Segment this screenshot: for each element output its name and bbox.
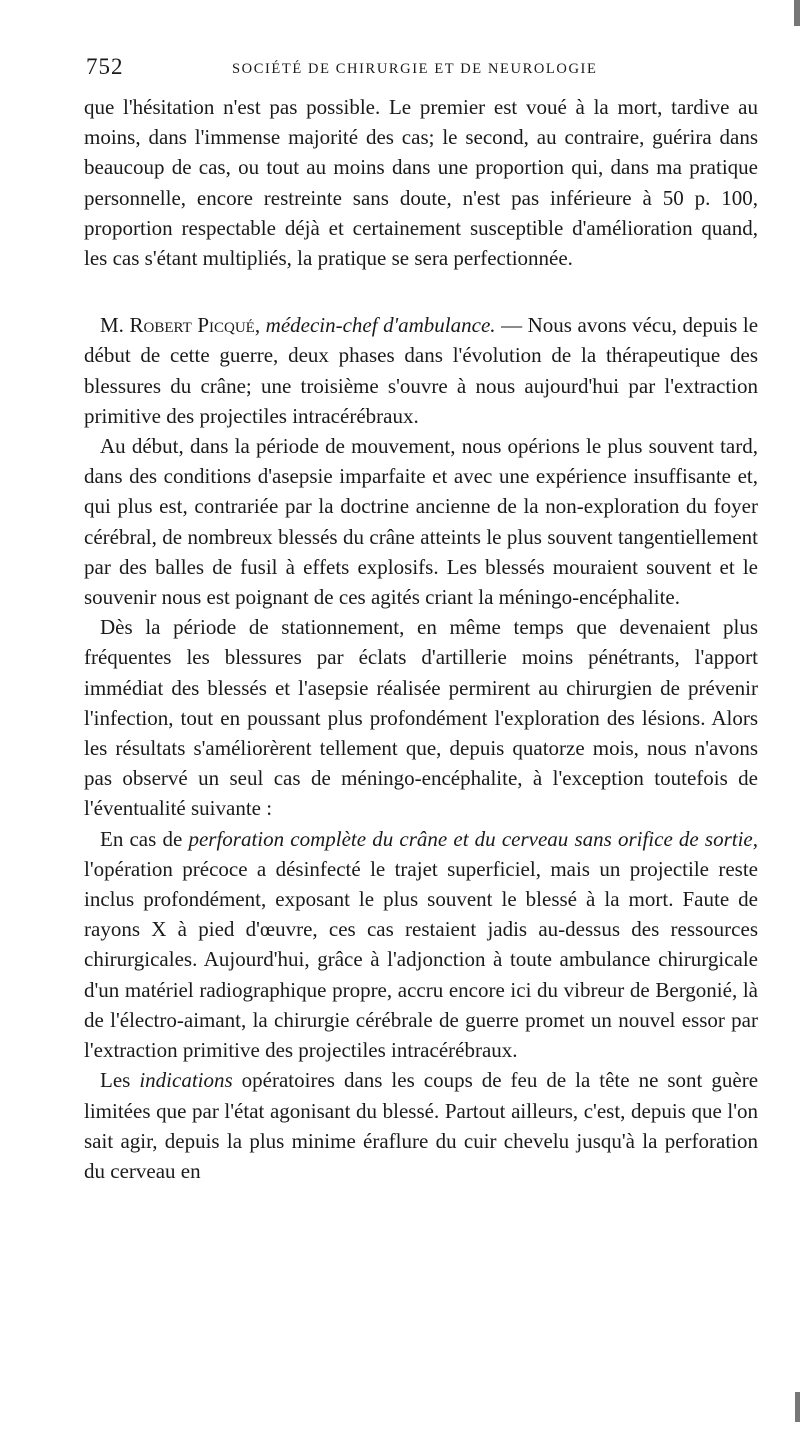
paragraph-picque-text: — Nous avons vécu, depuis le début de cette guerre, deux phases dans l'évolution de la thérapeutique des blessures du crâne; une troisième s'ouvre à nous aujourd'hui par l'extraction primitive des projectiles intracérébraux. (84, 313, 759, 428)
paragraph-continuation: que l'hésitation n'est pas possible. Le premier est voué à la mort, tardive au moins, dans l'immense majorité des cas; le second, au contraire, guérira dans beaucoup de cas, ou tout au moins dans une proportion qui, dans ma pratique personnelle, encore restreinte sans doute, n'est pas inférieure à 50 p. 100, proportion respectable déjà et certainement susceptible d'amélioration quand, les cas s'étant multipliés, la pratique se sera perfectionnée. (84, 95, 758, 271)
perforation-text: l'opération précoce a désinfecté le trajet superficiel, mais un projectile reste inclus profondément, exposant le plus souvent le blessé à la mort. Faute de rayons X à pied d'œuvre, ces cas restaient jadis au-dessus des ressources chirurgicales. Aujourd'hui, grâce à l'adjonction à toute ambulance chirurgicale d'un matériel radiographique propre, accru encore ici du vibreur de Bergonié, là de l'électro-aimant, la chirurgie cérébrale de guerre promet un nouvel essor par l'extraction primitive des projectiles intracérébraux. (84, 856, 758, 1063)
speaker-name: Robert Picqué (129, 313, 255, 338)
paragraph-indications (84, 1065, 758, 1186)
page-header (86, 54, 758, 84)
paragraph-debut: Au début, dans la période de mouvement, nous opérions le plus souvent tard, dans des conditions d'asepsie imparfaite et avec une expérience insuffisante et, qui plus est, contrariée par la doctrine ancienne de la non-exploration du foyer cérébral, de nombreux blessés du crâne atteints le plus souvent tangentiellement par des balles de fusil à effets explosifs. Les blessés mouraient souvent et le souvenir nous est poignant de ces agités criant la méningo-encéphalite. (84, 434, 758, 610)
paragraph-stationnement: Dès la période de stationnement, en même temps que devenaient plus fréquentes les blessures par éclats d'artillerie moins pénétrants, l'apport immédiat des blessés et l'asepsie réalisée permirent au chirurgien de prévenir l'infection, tout en poussant plus profondément l'exploration des lésions. Alors les résultats s'améliorèrent tellement que, depuis quatorze mois, nous n'avons pas observé un seul cas de méningo-encéphalite, à l'exception toutefois de l'éventualité suivante : (84, 615, 758, 821)
page-number: 752 (86, 54, 124, 79)
indications-italic: indications (139, 1068, 233, 1093)
body-text (84, 92, 758, 1186)
paragraph-picque-intro: M. Robert Picqué, médecin-chef d'ambulance. — Nous avons vécu, depuis le début de cette guerre, deux phases dans l'évolution de la thérapeutique des blessures du crâne; une troisième s'ouvre à nous aujourd'hui par l'extraction primitive des projectiles intracérébraux. (84, 313, 759, 428)
perforation-italic: perforation complète du crâne et du cerveau sans orifice de sortie, (188, 826, 758, 851)
scan-edge-mark-top (794, 0, 800, 26)
speaker-role: médecin-chef d'ambulance. (265, 313, 496, 338)
paragraph-perforation (84, 824, 758, 1066)
scan-edge-mark-bottom (795, 1392, 800, 1422)
indications-lead: Les (100, 1068, 131, 1093)
running-head: SOCIÉTÉ DE CHIRURGIE ET DE NEUROLOGIE (232, 61, 598, 77)
speaker-prefix: M. (100, 313, 124, 338)
perforation-lead: En cas de (100, 826, 183, 851)
indications-text: opératoires dans les coups de feu de la tête ne sont guère limitées que par l'état agonisant du blessé. Partout ailleurs, c'est, depuis que l'on sait agir, depuis la plus minime éraflure du cuir chevelu jusqu'à la perforation du cerveau en (84, 1068, 759, 1183)
